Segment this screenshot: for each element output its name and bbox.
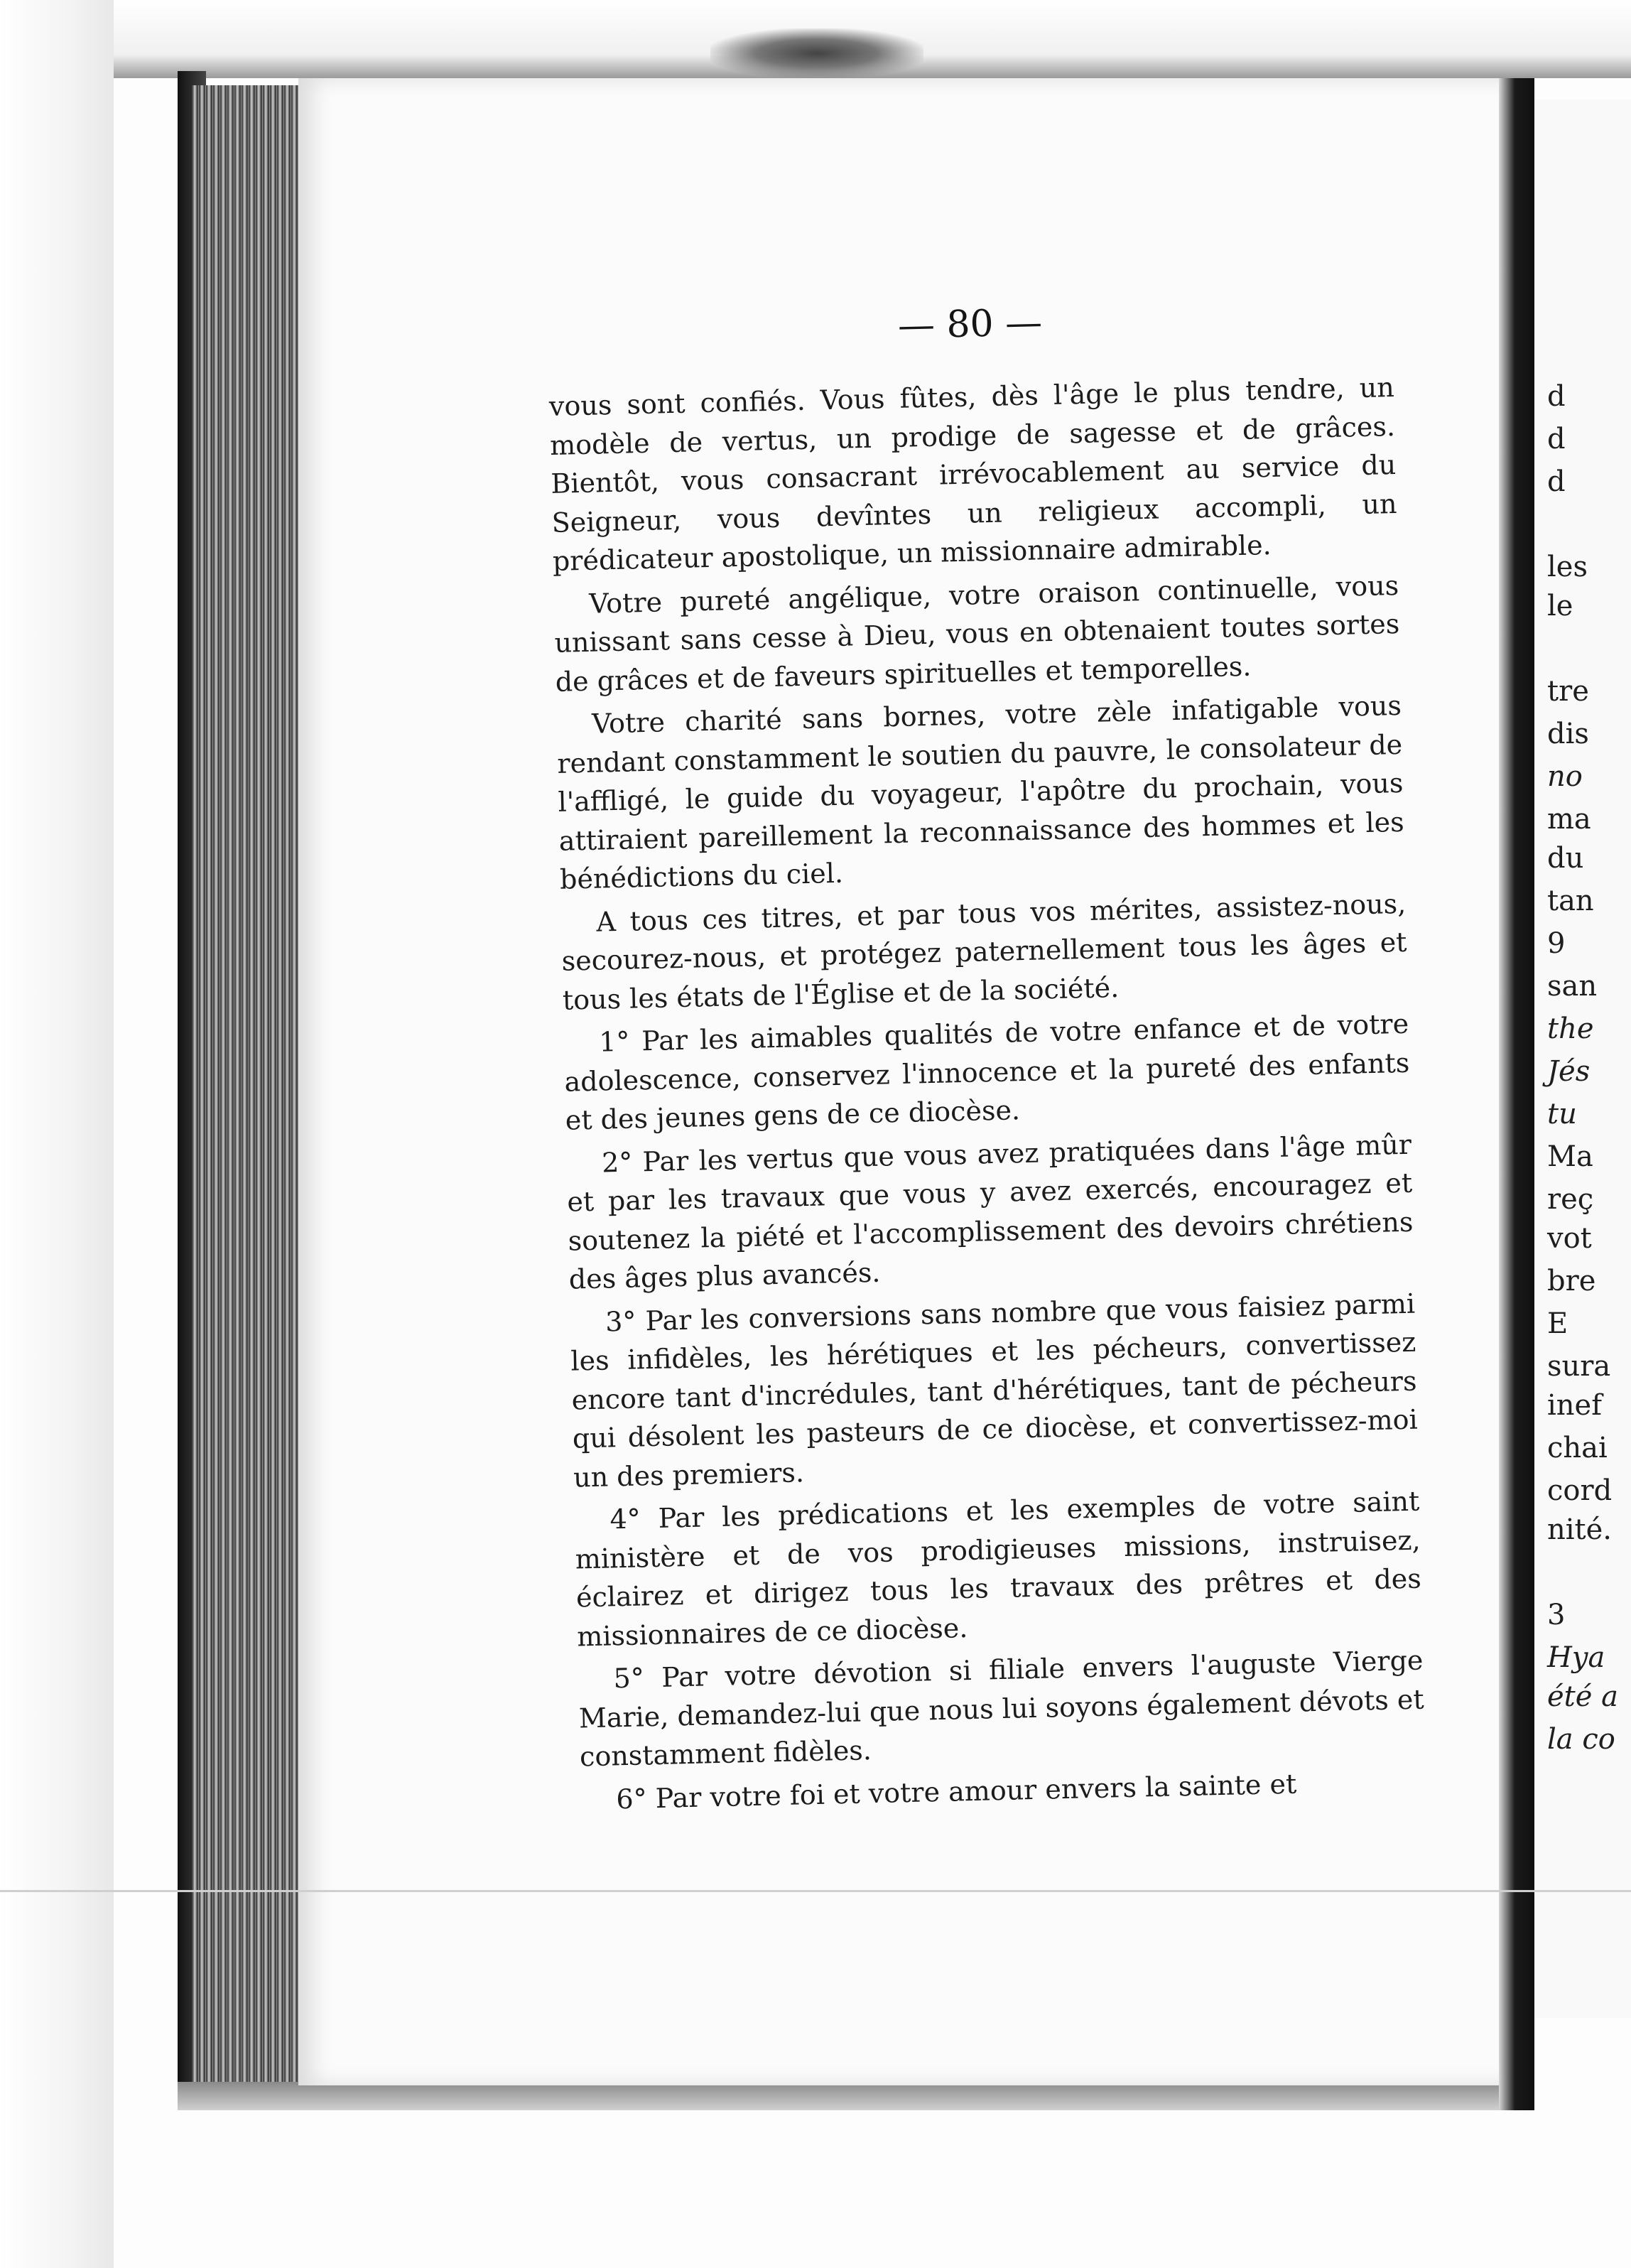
facing-page-line: chai: [1547, 1432, 1608, 1464]
facing-page-line: dis: [1547, 718, 1589, 750]
facing-page-line: Hya: [1547, 1641, 1605, 1674]
facing-page-line: d: [1547, 465, 1566, 498]
facing-page-line: bre: [1547, 1265, 1596, 1297]
facing-page-fragment: [1534, 99, 1631, 2018]
paragraph-10: 6° Par votre foi et votre amour envers la sainte et: [615, 1768, 1297, 1815]
facing-page-line: no: [1547, 760, 1583, 793]
page-text-block: [547, 293, 1426, 1819]
facing-page-line: tan: [1547, 885, 1594, 917]
facing-page-line: vot: [1547, 1222, 1592, 1255]
facing-page-line: d: [1547, 380, 1566, 413]
facing-page-line: reç: [1547, 1183, 1594, 1216]
paragraph-3: Votre charité sans bornes, votre zèle infatigable vous rendant constamment le soutien du pauvre, le consolateur de l'affligé, le guide du voyageur, l'apôtre du prochain, vous attiraient pareillement la reconnaissance des hommes et les bénédictions du ciel.: [556, 689, 1405, 895]
facing-page-line: the: [1547, 1012, 1594, 1045]
page-number: — 80 —: [897, 301, 1043, 347]
paragraph-2: Votre pureté angélique, votre oraison continuelle, vous unissant sans cesse à Dieu, vous en obtenaient toutes sortes de grâces et de faveurs spirituelles et temporelles.: [554, 569, 1400, 698]
paragraph-7: 3° Par les conversions sans nombre que vous faisiez parmi les infidèles, les hérétiques et les pécheurs, convertissez encore tant d'incrédules, tant d'hérétiques, tant de pécheurs qui désolent les pasteurs de ce diocèse, et convertissez-moi un des premiers.: [570, 1287, 1419, 1494]
facing-page-line: tu: [1547, 1098, 1577, 1130]
facing-page-line: E: [1547, 1307, 1568, 1340]
scanner-background-left: [0, 0, 114, 2268]
page-clip-shadow: [710, 28, 923, 78]
facing-page-line: Ma: [1547, 1140, 1593, 1173]
paragraph-8: 4° Par les prédications et les exemples de votre saint ministère et de vos prodigieuses missions, instruisez, éclairez et dirigez tous les travaux des prêtres et des missionnaires de ce diocèse.: [575, 1485, 1422, 1653]
paragraph-5: 1° Par les aimables qualités de votre enfance et de votre adolescence, conservez l'innocence et la pureté des enfants et des jeunes gens de ce diocèse.: [564, 1008, 1410, 1136]
paragraph-6: 2° Par les vertus que vous avez pratiquées dans l'âge mûr et par les travaux que vous y avez exercés, encouragez et soutenez la piété et l'accomplissement des devoirs chrétiens des âges plus avancés.: [566, 1128, 1414, 1295]
facing-page-line: nité.: [1547, 1513, 1613, 1546]
paragraph-9: 5° Par votre dévotion si filiale envers l'auguste Vierge Marie, demandez-lui que nous lui soyons également dévots et constamment fidèles.: [578, 1644, 1425, 1773]
paragraph-1: vous sont confiés. Vous fûtes, dès l'âge le plus tendre, un modèle de vertus, un prodige de sagesse et de grâces. Bientôt, vous consacrant irrévocablement au service du Seigneur, vous devîntes un religieux accompli, un prédicateur apostolique, un missionnaire admirable.: [548, 371, 1397, 577]
facing-page-line: sura: [1547, 1350, 1611, 1383]
facing-page-line: les: [1547, 551, 1588, 583]
facing-page-line: san: [1547, 970, 1598, 1003]
book-page-edges: [192, 85, 305, 2089]
scan-artifact-line: [0, 1890, 1631, 1892]
book-gutter: [1499, 78, 1534, 2110]
facing-page-line: ma: [1547, 803, 1591, 836]
facing-page-line: Jés: [1547, 1055, 1591, 1088]
facing-page-line: 3: [1547, 1599, 1566, 1631]
facing-page-line: la co: [1547, 1723, 1615, 1756]
facing-page-line: le: [1547, 590, 1573, 622]
book-bottom-edge: [178, 2082, 1527, 2110]
facing-page-line: tre: [1547, 675, 1589, 708]
facing-page-line: inef: [1547, 1389, 1603, 1422]
paragraph-4: A tous ces titres, et par tous vos mérites, assistez-nous, secourez-nous, et protégez paternellement tous les âges et tous les états de l'Église et de la société.: [561, 887, 1407, 1016]
facing-page-line: été a: [1547, 1680, 1618, 1713]
facing-page-line: cord: [1547, 1474, 1613, 1507]
facing-page-line: du: [1547, 842, 1584, 875]
facing-page-line: 9: [1547, 927, 1566, 960]
facing-page-line: d: [1547, 423, 1566, 455]
